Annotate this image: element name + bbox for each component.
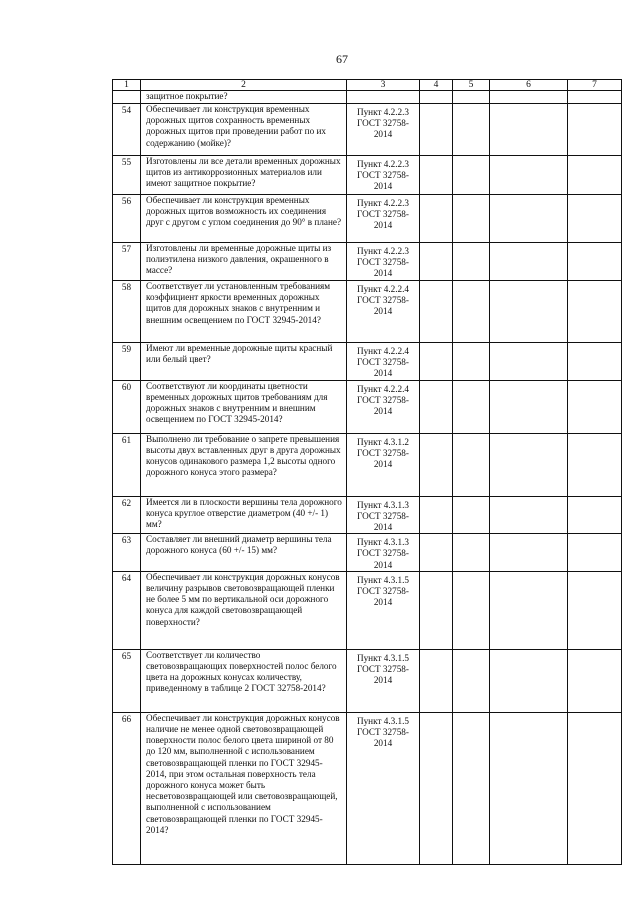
- question-text: Изготовлены ли временные дорожные щиты из полиэтилена низкого давления, окрашенного в массе?: [141, 243, 347, 281]
- question-text: Соответствует ли количество световозвращающих поверхностей полос белого цвета на дорожных конусах количеству, приведенному в таблице 2 ГОСТ 32758-2014?: [141, 649, 347, 712]
- norm-reference: Пункт 4.3.1.5 ГОСТ 32758-2014: [347, 649, 420, 712]
- answer-col-4: [420, 571, 453, 649]
- table-row: [113, 433, 622, 496]
- answer-col-4: [420, 496, 453, 534]
- answer-col-4: [420, 433, 453, 496]
- answer-col-6: [490, 649, 568, 712]
- header-col-4: 4: [420, 80, 453, 91]
- answer-col-7: [568, 433, 622, 496]
- header-col-5: 5: [453, 80, 490, 91]
- answer-col-6: [490, 104, 568, 156]
- question-text: Обеспечивает ли конструкция дорожных конусов величину разрывов световозвращающей пленки не более 5 мм по вертикальной оси дорожного конуса для каждой световозвращающей поверхности?: [141, 571, 347, 649]
- answer-col-6: [490, 156, 568, 195]
- header-row: [113, 80, 622, 91]
- answer-col-4: [420, 104, 453, 156]
- row-number: 58: [113, 281, 141, 343]
- question-text: Имеется ли в плоскости вершины тела дорожного конуса круглое отверстие диаметром (40 +/- 1) мм?: [141, 496, 347, 534]
- answer-col-5: [453, 156, 490, 195]
- answer-col-6: [490, 380, 568, 433]
- question-text: Обеспечивает ли конструкция временных дорожных щитов возможность их соединения друг с другом с углом соединения до 90° в плане?: [141, 195, 347, 243]
- header-col-6: 6: [490, 80, 568, 91]
- table-row: [113, 156, 622, 195]
- norm-reference: Пункт 4.3.1.3 ГОСТ 32758-2014: [347, 496, 420, 534]
- answer-col-5: [453, 281, 490, 343]
- table-row: [113, 195, 622, 243]
- row-number: 61: [113, 433, 141, 496]
- norm-reference: Пункт 4.3.1.2 ГОСТ 32758-2014: [347, 433, 420, 496]
- norm-reference: Пункт 4.2.2.3 ГОСТ 32758-2014: [347, 195, 420, 243]
- answer-col-6: [490, 712, 568, 864]
- answer-col-5: [453, 649, 490, 712]
- answer-col-5: [453, 496, 490, 534]
- row-number: 62: [113, 496, 141, 534]
- row-number: 65: [113, 649, 141, 712]
- answer-col-4: [420, 712, 453, 864]
- answer-col-6: [490, 496, 568, 534]
- table-row: [113, 649, 622, 712]
- row-number: 60: [113, 380, 141, 433]
- answer-col-5: [453, 380, 490, 433]
- row-number: 55: [113, 156, 141, 195]
- answer-col-4: [420, 281, 453, 343]
- answer-col-6: [490, 195, 568, 243]
- answer-col-7: [568, 649, 622, 712]
- continuation-row: [113, 91, 622, 104]
- question-text: Обеспечивает ли конструкция временных дорожных щитов сохранность временных дорожных щитов при проведении работ по их содержанию (мойке)?: [141, 104, 347, 156]
- question-text: Составляет ли внешний диаметр вершины тела дорожного конуса (60 +/- 15) мм?: [141, 534, 347, 572]
- answer-col-7: [568, 104, 622, 156]
- header-col-1: 1: [113, 80, 141, 91]
- answer-col-5: [453, 534, 490, 572]
- answer-col-7: [568, 156, 622, 195]
- answer-col-4: [420, 343, 453, 381]
- question-text: Соответствует ли установленным требованиям коэффициент яркости временных дорожных щитов для дорожных знаков с внутренним и внешним освещением по ГОСТ 32945-2014?: [141, 281, 347, 343]
- row-number: 54: [113, 104, 141, 156]
- row-number: 56: [113, 195, 141, 243]
- row-number: 64: [113, 571, 141, 649]
- answer-col-7: [568, 281, 622, 343]
- answer-col-6: [490, 571, 568, 649]
- header-col-3: 3: [347, 80, 420, 91]
- norm-reference: Пункт 4.2.2.3 ГОСТ 32758-2014: [347, 156, 420, 195]
- answer-col-5: [453, 343, 490, 381]
- answer-col-7: [568, 243, 622, 281]
- answer-col-7: [568, 534, 622, 572]
- answer-col-5: [453, 712, 490, 864]
- header-col-7: 7: [568, 80, 622, 91]
- answer-col-4: [420, 649, 453, 712]
- row-number: 57: [113, 243, 141, 281]
- answer-col-7: [568, 195, 622, 243]
- norm-reference: Пункт 4.3.1.5 ГОСТ 32758-2014: [347, 571, 420, 649]
- row-number: 63: [113, 534, 141, 572]
- answer-col-4: [420, 243, 453, 281]
- page-number: 67: [336, 52, 348, 66]
- answer-col-4: [420, 534, 453, 572]
- header-col-2: 2: [141, 80, 347, 91]
- question-text: Соответствуют ли координаты цветности временных дорожных щитов требованиям для дорожных знаков с внутренним и внешним освещением по ГОСТ 32945-2014?: [141, 380, 347, 433]
- answer-col-6: [490, 343, 568, 381]
- table-row: [113, 343, 622, 381]
- question-text: Изготовлены ли все детали временных дорожных щитов из антикоррозионных материалов или имеют защитное покрытие?: [141, 156, 347, 195]
- answer-col-5: [453, 243, 490, 281]
- answer-col-4: [420, 195, 453, 243]
- table-row: [113, 712, 622, 864]
- answer-col-6: [490, 281, 568, 343]
- answer-col-5: [453, 195, 490, 243]
- answer-col-5: [453, 104, 490, 156]
- answer-col-6: [490, 534, 568, 572]
- answer-col-7: [568, 343, 622, 381]
- norm-reference: Пункт 4.2.2.4 ГОСТ 32758-2014: [347, 281, 420, 343]
- checklist-table: [112, 79, 622, 865]
- norm-reference: Пункт 4.2.2.4 ГОСТ 32758-2014: [347, 343, 420, 381]
- row-number: [113, 91, 141, 104]
- answer-col-7: [568, 380, 622, 433]
- norm-reference: [347, 91, 420, 104]
- norm-reference: Пункт 4.3.1.3 ГОСТ 32758-2014: [347, 534, 420, 572]
- table-row: [113, 104, 622, 156]
- answer-col-7: [568, 712, 622, 864]
- table-row: [113, 571, 622, 649]
- question-text: Обеспечивает ли конструкция дорожных конусов наличие не менее одной световозвращающей поверхности полос белого цвета шириной от 80 до 120 мм, выполненной с использованием световозвращающей пленки по ГОСТ 32945-2014, при этом остальная поверхность тела дорожного конуса может быть несветовозвращающей или световозвращающей, выполненной с использованием световозвращающей пленки по ГОСТ 32945-2014?: [141, 712, 347, 864]
- table-row: [113, 380, 622, 433]
- table-row: [113, 496, 622, 534]
- table-row: [113, 534, 622, 572]
- answer-col-4: [420, 380, 453, 433]
- table-row: [113, 281, 622, 343]
- row-number: 66: [113, 712, 141, 864]
- question-text: Выполнено ли требование о запрете превышения высоты двух вставленных друг в друга дорожных конусов одинакового размера 1,2 высоты одного дорожного конуса этого размера?: [141, 433, 347, 496]
- answer-col-4: [420, 156, 453, 195]
- question-text: Имеют ли временные дорожные щиты красный или белый цвет?: [141, 343, 347, 381]
- answer-col-6: [490, 433, 568, 496]
- norm-reference: Пункт 4.3.1.5 ГОСТ 32758-2014: [347, 712, 420, 864]
- answer-col-7: [568, 571, 622, 649]
- row-number: 59: [113, 343, 141, 381]
- answer-col-5: [453, 433, 490, 496]
- norm-reference: Пункт 4.2.2.3 ГОСТ 32758-2014: [347, 104, 420, 156]
- norm-reference: Пункт 4.2.2.3 ГОСТ 32758-2014: [347, 243, 420, 281]
- continuation-text: защитное покрытие?: [141, 91, 347, 104]
- answer-col-5: [453, 571, 490, 649]
- table-row: [113, 243, 622, 281]
- norm-reference: Пункт 4.2.2.4 ГОСТ 32758-2014: [347, 380, 420, 433]
- answer-col-6: [490, 243, 568, 281]
- answer-col-7: [568, 496, 622, 534]
